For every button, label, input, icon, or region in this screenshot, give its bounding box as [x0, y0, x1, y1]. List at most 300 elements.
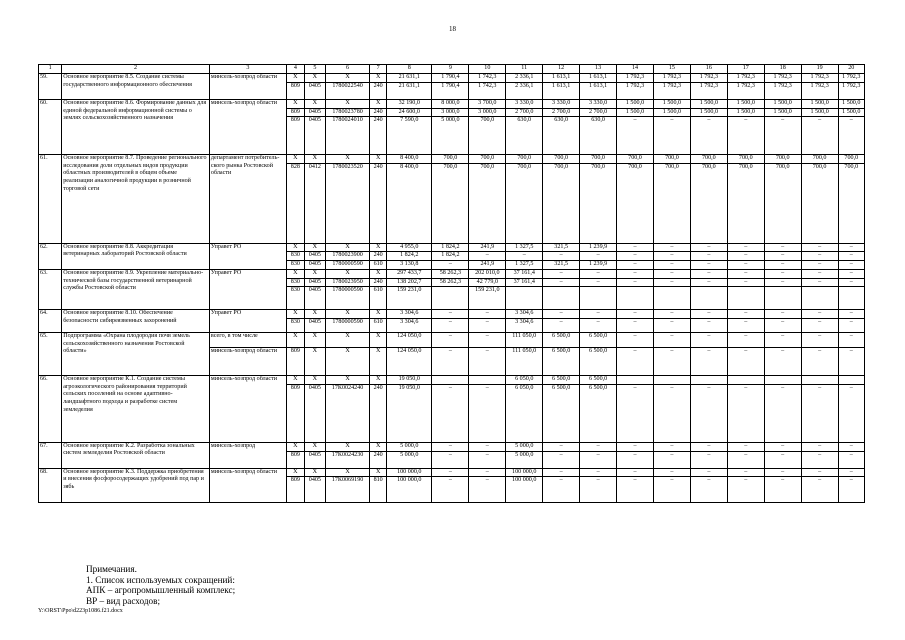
amount-cell [838, 376, 864, 385]
amount-cell [690, 287, 727, 310]
amount-cell: – [653, 310, 690, 319]
amount-cell: 700,0 [690, 155, 727, 164]
amount-cell: 4 955,0 [387, 243, 432, 252]
amount-cell: 700,0 [838, 163, 864, 243]
amount-cell [690, 376, 727, 385]
budget-code-cell: X [304, 468, 325, 477]
amount-cell: – [690, 252, 727, 261]
amount-cell: – [764, 319, 801, 333]
amount-cell: 5 000,0 [506, 451, 543, 468]
amount-cell: 700,0 [469, 155, 506, 164]
notes-title: Примечания. [86, 564, 137, 574]
amount-cell: 58 262,3 [432, 278, 469, 287]
amount-cell: 6 500,0 [580, 348, 617, 376]
amount-cell: – [801, 451, 838, 468]
amount-cell: – [580, 319, 617, 333]
amount-cell: 3 304,6 [506, 319, 543, 333]
budget-code-cell: 828 [286, 163, 304, 243]
amount-cell: – [690, 442, 727, 451]
amount-cell: 1 500,0 [727, 100, 764, 109]
budget-code-cell: 1780023520 [325, 163, 369, 243]
amount-cell: 700,0 [580, 155, 617, 164]
amount-cell: 1 792,3 [690, 74, 727, 83]
amount-cell: 1 790,4 [432, 74, 469, 83]
row-number: 68. [39, 468, 62, 503]
amount-cell: 3 330,0 [506, 100, 543, 109]
amount-cell: – [690, 451, 727, 468]
amount-cell: 19 050,0 [387, 384, 432, 442]
amount-cell: – [469, 319, 506, 333]
header-cell: 12 [543, 65, 580, 74]
notes-line: АПК – агропромышленный комплекс; [86, 585, 236, 596]
amount-cell: – [432, 442, 469, 451]
amount-cell: 700,0 [801, 155, 838, 164]
budget-code-cell: 1780000590 [325, 319, 369, 333]
amount-cell: 1 500,0 [838, 100, 864, 109]
amount-cell: 700,0 [838, 155, 864, 164]
budget-code-cell: X [304, 100, 325, 109]
amount-cell: – [543, 442, 580, 451]
amount-cell: 1 500,0 [617, 108, 654, 117]
row-number: 63. [39, 269, 62, 309]
amount-cell: 700,0 [506, 155, 543, 164]
amount-cell: 42 779,0 [469, 278, 506, 287]
amount-cell: – [838, 310, 864, 319]
amount-cell: 241,9 [469, 243, 506, 252]
amount-cell: – [617, 442, 654, 451]
amount-cell [543, 287, 580, 310]
budget-code-cell: 830 [286, 252, 304, 261]
amount-cell: – [432, 477, 469, 503]
budget-code-cell: X [304, 74, 325, 83]
amount-cell: 1 824,2 [387, 252, 432, 261]
amount-cell: 3 330,0 [543, 100, 580, 109]
amount-cell: – [432, 384, 469, 442]
amount-cell: – [764, 117, 801, 155]
activity-name: Основное мероприятие 8.6. Формирование данных для единой федеральной информационной системы о землях сельскохозяйственного назначения [62, 100, 210, 155]
amount-cell: – [653, 117, 690, 155]
amount-cell: 1 613,1 [543, 74, 580, 83]
amount-cell: – [543, 310, 580, 319]
amount-cell: 241,9 [469, 260, 506, 269]
amount-cell: 1 792,3 [617, 74, 654, 83]
amount-cell: – [580, 468, 617, 477]
amount-cell: – [838, 117, 864, 155]
budget-code-cell: 0405 [304, 384, 325, 442]
amount-cell: – [690, 468, 727, 477]
amount-cell: 1 500,0 [801, 100, 838, 109]
budget-code-cell: 0405 [304, 278, 325, 287]
amount-cell: 1 500,0 [690, 108, 727, 117]
amount-cell: – [690, 243, 727, 252]
budget-code-cell: 1780023900 [325, 252, 369, 261]
amount-cell: – [543, 451, 580, 468]
amount-cell: 700,0 [617, 155, 654, 164]
budget-code-cell: X [325, 269, 369, 278]
amount-cell [764, 287, 801, 310]
amount-cell: 3 700,0 [469, 100, 506, 109]
amount-cell: – [653, 384, 690, 442]
row-number: 61. [39, 155, 62, 244]
budget-code-cell: 610 [370, 287, 387, 310]
budget-code-cell: X [304, 243, 325, 252]
amount-cell [653, 376, 690, 385]
amount-cell: – [727, 333, 764, 348]
amount-cell: – [838, 348, 864, 376]
amount-cell: – [617, 243, 654, 252]
amount-cell: 700,0 [543, 163, 580, 243]
budget-code-cell: 610 [370, 260, 387, 269]
amount-cell: 8 000,0 [432, 100, 469, 109]
amount-cell: – [764, 384, 801, 442]
amount-cell: 1 792,3 [801, 83, 838, 100]
budget-code-cell: X [325, 348, 369, 376]
table-row [39, 100, 865, 109]
amount-cell: – [653, 333, 690, 348]
amount-cell: 5 000,0 [506, 442, 543, 451]
amount-cell: 700,0 [653, 155, 690, 164]
row-number: 60. [39, 100, 62, 155]
amount-cell: 1 742,3 [469, 74, 506, 83]
amount-cell: – [838, 252, 864, 261]
amount-cell: – [653, 348, 690, 376]
amount-cell: – [801, 310, 838, 319]
amount-cell: – [801, 333, 838, 348]
amount-cell: – [690, 384, 727, 442]
amount-cell: 58 262,3 [432, 269, 469, 278]
amount-cell: 1 500,0 [801, 108, 838, 117]
amount-cell: – [801, 260, 838, 269]
amount-cell: – [617, 468, 654, 477]
executor: Управет РО [209, 269, 286, 309]
amount-cell: 1 239,9 [580, 243, 617, 252]
budget-code-cell: 0405 [304, 451, 325, 468]
amount-cell: 37 161,4 [506, 269, 543, 278]
amount-cell: 700,0 [801, 163, 838, 243]
amount-cell: 138 202,7 [387, 278, 432, 287]
amount-cell: – [727, 468, 764, 477]
budget-code-cell: 240 [370, 117, 387, 155]
budget-code-cell: 1780000590 [325, 260, 369, 269]
amount-cell: 2 336,1 [506, 83, 543, 100]
amount-cell: 19 050,0 [387, 376, 432, 385]
budget-code-cell: X [304, 348, 325, 376]
amount-cell: – [690, 319, 727, 333]
amount-cell: 100 000,0 [387, 468, 432, 477]
amount-cell: – [617, 319, 654, 333]
budget-code-cell: X [286, 269, 304, 278]
amount-cell: 2 700,0 [580, 108, 617, 117]
amount-cell: – [617, 333, 654, 348]
amount-cell [617, 287, 654, 310]
amount-cell: – [727, 319, 764, 333]
notes-block [86, 564, 235, 606]
amount-cell: 5 000,0 [387, 451, 432, 468]
budget-code-cell: X [325, 310, 369, 319]
amount-cell: 700,0 [469, 163, 506, 243]
amount-cell: 21 631,1 [387, 74, 432, 83]
header-cell: 18 [764, 65, 801, 74]
table-row [39, 155, 865, 164]
amount-cell: – [653, 243, 690, 252]
amount-cell: 1 500,0 [653, 100, 690, 109]
budget-code-cell: 809 [286, 117, 304, 155]
amount-cell: – [506, 252, 543, 261]
amount-cell: – [838, 442, 864, 451]
amount-cell: 1 327,5 [506, 260, 543, 269]
executor: минсель-хозпрод области [209, 348, 286, 376]
amount-cell: – [838, 384, 864, 442]
activity-name: Основное мероприятие 8.9. Укрепление материально-технической базы государственной ветеринарной службы Ростовской области [62, 269, 210, 309]
amount-cell: 6 500,0 [543, 333, 580, 348]
amount-cell: – [653, 278, 690, 287]
amount-cell: – [764, 333, 801, 348]
amount-cell: – [432, 451, 469, 468]
amount-cell [617, 376, 654, 385]
amount-cell: – [727, 384, 764, 442]
amount-cell: 700,0 [727, 163, 764, 243]
amount-cell: – [764, 442, 801, 451]
amount-cell: 100 000,0 [506, 468, 543, 477]
budget-code-cell: X [286, 74, 304, 83]
row-number: 65. [39, 333, 62, 376]
amount-cell: 700,0 [727, 155, 764, 164]
amount-cell: – [764, 252, 801, 261]
amount-cell: – [764, 477, 801, 503]
executor: Управет РО [209, 243, 286, 269]
amount-cell: – [580, 278, 617, 287]
budget-code-cell: X [286, 100, 304, 109]
amount-cell: – [801, 243, 838, 252]
amount-cell: 700,0 [469, 117, 506, 155]
budget-code-cell: 1780022540 [325, 83, 369, 100]
amount-cell: – [432, 310, 469, 319]
amount-cell: 700,0 [543, 155, 580, 164]
budget-code-cell: 809 [286, 108, 304, 117]
amount-cell: 7 590,0 [387, 117, 432, 155]
amount-cell: – [764, 348, 801, 376]
table-row [39, 310, 865, 319]
budget-code-cell: X [370, 74, 387, 83]
amount-cell: 1 613,1 [580, 74, 617, 83]
activity-name: Подпрограмма «Охрана плодородия почв земель сельскохозяйственного назначения Ростовской области» [62, 333, 210, 376]
budget-code-cell: X [286, 310, 304, 319]
notes-line: 1. Список используемых сокращений: [86, 574, 235, 585]
amount-cell: 3 130,8 [387, 260, 432, 269]
budget-code-cell: X [370, 155, 387, 164]
amount-cell [469, 376, 506, 385]
amount-cell: 700,0 [617, 163, 654, 243]
amount-cell: 630,0 [543, 117, 580, 155]
amount-cell: – [727, 269, 764, 278]
amount-cell: – [801, 468, 838, 477]
amount-cell: 1 792,3 [764, 83, 801, 100]
activity-name: Основное мероприятие 8.10. Обеспечение безопасности сибиреязвенных захоронений [62, 310, 210, 333]
budget-code-cell: 17К0024230 [325, 451, 369, 468]
header-cell: 16 [690, 65, 727, 74]
header-cell: 13 [580, 65, 617, 74]
amount-cell [653, 287, 690, 310]
budget-code-cell: 830 [286, 287, 304, 310]
amount-cell: 321,5 [543, 260, 580, 269]
header-cell: 6 [325, 65, 369, 74]
amount-cell: 630,0 [580, 117, 617, 155]
amount-cell: – [690, 260, 727, 269]
budget-code-cell: X [370, 442, 387, 451]
amount-cell: – [838, 269, 864, 278]
amount-cell: – [838, 468, 864, 477]
executor: всего, в том числе [209, 333, 286, 348]
budget-code-cell: X [370, 269, 387, 278]
amount-cell: 1 742,3 [469, 83, 506, 100]
amount-cell: – [764, 243, 801, 252]
amount-cell: – [580, 451, 617, 468]
row-number: 62. [39, 243, 62, 269]
amount-cell: – [432, 468, 469, 477]
amount-cell: 5 000,0 [432, 117, 469, 155]
amount-cell: – [543, 477, 580, 503]
amount-cell: – [543, 468, 580, 477]
amount-cell: – [432, 260, 469, 269]
budget-code-cell: X [370, 243, 387, 252]
file-path: Y:\ORST\Ppo\d223p1086.f21.docx [38, 608, 123, 614]
amount-cell: – [690, 269, 727, 278]
row-number: 66. [39, 376, 62, 443]
budget-code-cell: X [370, 310, 387, 319]
amount-cell: 1 792,3 [727, 74, 764, 83]
amount-cell: 700,0 [764, 155, 801, 164]
budget-code-cell: 1780023780 [325, 108, 369, 117]
budget-code-cell: 1780024010 [325, 117, 369, 155]
amount-cell: – [543, 278, 580, 287]
budget-code-cell: 809 [286, 83, 304, 100]
budget-code-cell: 240 [370, 83, 387, 100]
amount-cell: – [727, 260, 764, 269]
activity-name: Основное мероприятие 8.8. Аккредитация ветеринарных лабораторий Ростовской области [62, 243, 210, 269]
amount-cell: – [580, 477, 617, 503]
amount-cell: 32 190,0 [387, 100, 432, 109]
amount-cell: – [727, 451, 764, 468]
amount-cell: – [690, 117, 727, 155]
header-cell: 14 [617, 65, 654, 74]
amount-cell [432, 287, 469, 310]
budget-code-cell: X [370, 468, 387, 477]
budget-code-cell: 17К0069190 [325, 477, 369, 503]
amount-cell: 1 500,0 [727, 108, 764, 117]
amount-cell: 3 000,0 [469, 108, 506, 117]
amount-cell: 2 700,0 [543, 108, 580, 117]
amount-cell: 6 500,0 [543, 348, 580, 376]
amount-cell: 321,5 [543, 243, 580, 252]
amount-cell: 100 000,0 [387, 477, 432, 503]
amount-cell: – [617, 310, 654, 319]
page-number: 18 [449, 25, 456, 33]
budget-code-cell: 0405 [304, 117, 325, 155]
amount-cell: – [801, 477, 838, 503]
header-cell: 20 [838, 65, 864, 74]
amount-cell: 1 500,0 [653, 108, 690, 117]
amount-cell: 700,0 [432, 163, 469, 243]
amount-cell: – [690, 278, 727, 287]
amount-cell: 159 231,0 [469, 287, 506, 310]
amount-cell: – [469, 348, 506, 376]
amount-cell: 1 792,3 [801, 74, 838, 83]
amount-cell: – [580, 252, 617, 261]
amount-cell: 630,0 [506, 117, 543, 155]
header-cell: 7 [370, 65, 387, 74]
amount-cell: – [653, 442, 690, 451]
amount-cell: 1 792,3 [653, 74, 690, 83]
amount-cell: 159 231,0 [387, 287, 432, 310]
header-cell: 1 [39, 65, 62, 74]
amount-cell: 700,0 [764, 163, 801, 243]
budget-code-cell: X [325, 468, 369, 477]
budget-code-cell: 0405 [304, 108, 325, 117]
amount-cell: – [764, 451, 801, 468]
amount-cell: – [727, 310, 764, 319]
amount-cell: – [727, 442, 764, 451]
amount-cell: 6 500,0 [543, 376, 580, 385]
amount-cell [727, 376, 764, 385]
amount-cell: 1 824,2 [432, 252, 469, 261]
amount-cell: – [727, 477, 764, 503]
table-row [39, 74, 865, 83]
budget-code-cell: X [286, 442, 304, 451]
header-cell: 19 [801, 65, 838, 74]
budget-code-cell: 1780023950 [325, 278, 369, 287]
budget-code-cell: X [370, 100, 387, 109]
activity-name: Основное мероприятие К.3. Поддержка приобретения и внесения фосфоросодержащих удобрений под пар и зябь [62, 468, 210, 503]
amount-cell: – [617, 451, 654, 468]
budget-table [38, 64, 865, 503]
amount-cell: 1 613,1 [543, 83, 580, 100]
amount-cell: 37 161,4 [506, 278, 543, 287]
amount-cell: 2 700,0 [506, 108, 543, 117]
amount-cell: 700,0 [690, 163, 727, 243]
budget-code-cell: 809 [286, 348, 304, 376]
amount-cell: 1 327,5 [506, 243, 543, 252]
budget-code-cell: 0405 [304, 252, 325, 261]
amount-cell: – [432, 333, 469, 348]
budget-code-cell: X [286, 333, 304, 348]
amount-cell: – [653, 269, 690, 278]
amount-cell: – [580, 269, 617, 278]
amount-cell: 3 304,6 [387, 310, 432, 319]
budget-code-cell: X [304, 269, 325, 278]
amount-cell: 111 050,0 [506, 333, 543, 348]
amount-cell: – [580, 310, 617, 319]
activity-name: Основное мероприятие К.1. Создание системы агроэкологического районирования территорий сельских поселений на основе адаптивно-ландшафтного подхода и разработке систем земледелия [62, 376, 210, 443]
amount-cell: – [653, 319, 690, 333]
amount-cell: – [764, 269, 801, 278]
amount-cell: 3 304,6 [506, 310, 543, 319]
budget-code-cell: X [370, 376, 387, 385]
budget-code-cell: X [286, 376, 304, 385]
budget-code-cell: 1780000590 [325, 287, 369, 310]
amount-cell: – [801, 348, 838, 376]
budget-code-cell: X [370, 348, 387, 376]
amount-cell: 1 790,4 [432, 83, 469, 100]
amount-cell: 700,0 [506, 163, 543, 243]
amount-cell: – [469, 333, 506, 348]
amount-cell: 1 500,0 [764, 100, 801, 109]
executor: Управет РО [209, 310, 286, 333]
activity-name: Основное мероприятие 8.5. Создание системы государственного информационного обеспечения [62, 74, 210, 100]
amount-cell: – [653, 477, 690, 503]
amount-cell: – [838, 260, 864, 269]
budget-code-cell: X [325, 74, 369, 83]
amount-cell: – [690, 333, 727, 348]
